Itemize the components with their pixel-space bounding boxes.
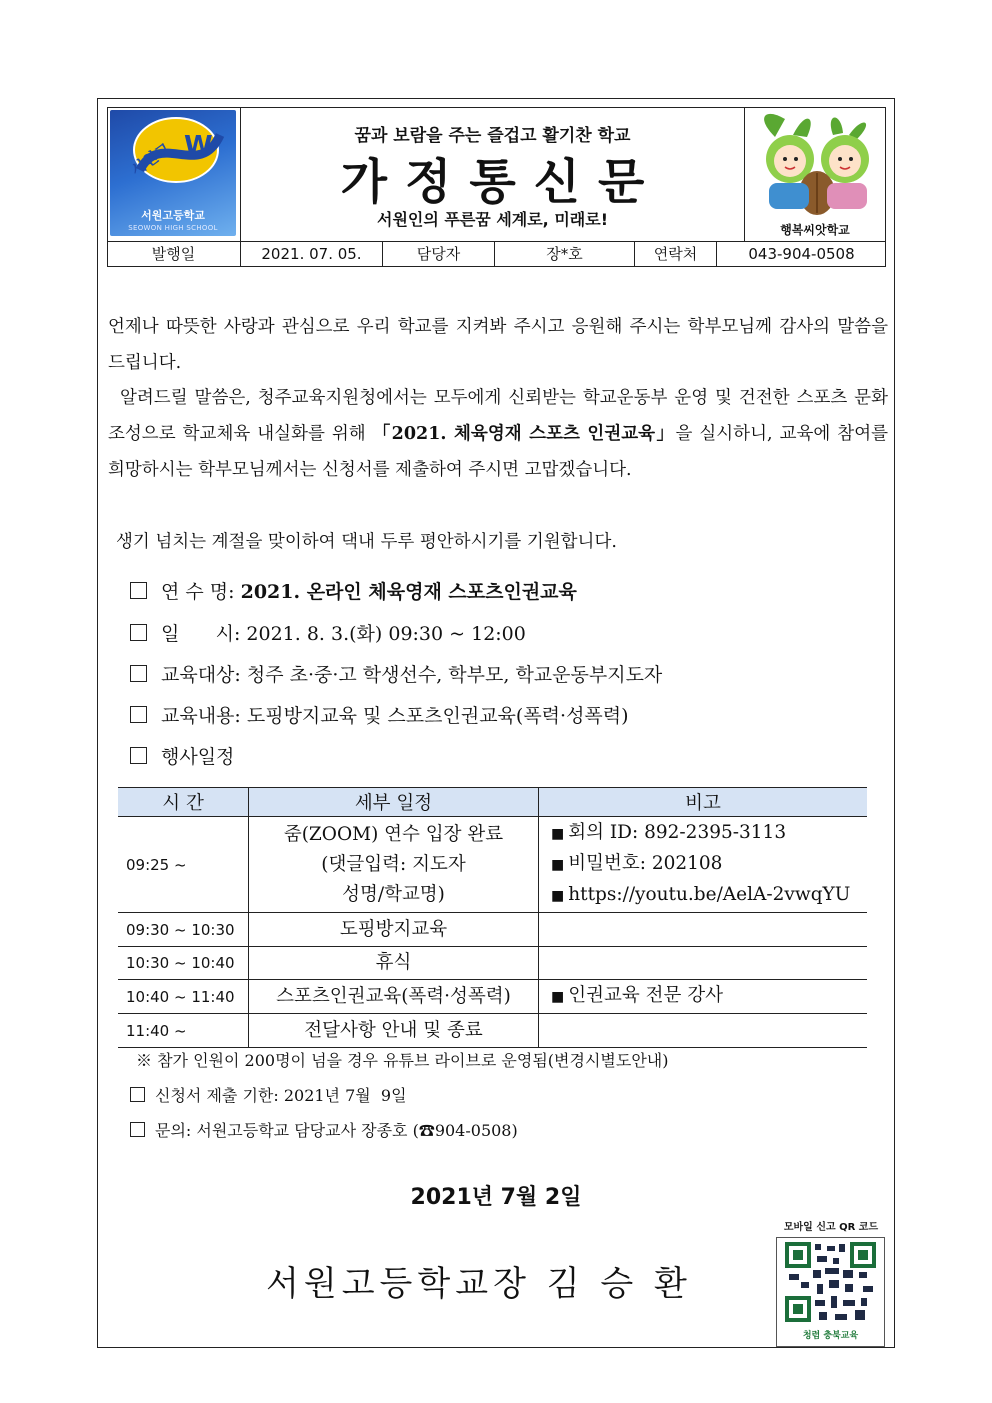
mascot-label: 행복씨앗학교 <box>780 223 850 237</box>
header-note: 비고 <box>539 788 868 817</box>
row-note <box>539 913 868 947</box>
table-row <box>118 1014 867 1048</box>
page-title: 가정통신문 <box>340 154 663 210</box>
row-detail: 전달사항 안내 및 종료 <box>249 1014 539 1048</box>
qr-code[interactable] <box>776 1237 885 1347</box>
principal-signature: 서원고등학교장 김 승 환 <box>266 1264 692 1304</box>
announcement-paragraph <box>108 380 888 488</box>
row-note <box>539 980 868 1014</box>
manager-label: 담당자 <box>383 242 495 266</box>
header-time: 시 간 <box>118 788 249 817</box>
item-label: 교육내용: <box>161 705 241 727</box>
school-logo-cell <box>107 107 241 241</box>
svg-text:W: W <box>184 131 213 161</box>
row-time: 09:25 ~ <box>118 817 249 913</box>
deadline-text: 신청서 제출 기한: 2021년 7월 9일 <box>155 1086 407 1105</box>
row-note <box>539 947 868 980</box>
row-detail: 도핑방지교육 <box>249 913 539 947</box>
table-row <box>118 817 867 913</box>
row-note <box>539 817 868 913</box>
square-bullet-icon: ■ <box>551 989 565 1005</box>
qr-label: 모바일 신고 QR 코드 <box>783 1222 879 1233</box>
row-time: 10:30 ~ 10:40 <box>118 947 249 980</box>
slogan: 꿈과 보람을 주는 즐겁고 활기찬 학교 <box>354 126 631 146</box>
item-schedule <box>130 741 234 773</box>
table-row <box>118 913 867 947</box>
contact-number: 043-904-0508 <box>748 245 855 263</box>
checkbox-icon <box>130 665 147 682</box>
item-value: 도핑방지교육 및 스포츠인권교육(폭력·성폭력) <box>246 705 629 727</box>
logo-emblem-text: 서원고 <box>127 139 174 180</box>
info-row <box>107 241 886 267</box>
mascot-image <box>745 107 885 219</box>
logo-school-name-en: SEOWON HIGH SCHOOL <box>128 224 218 232</box>
square-bullet-icon: ■ <box>551 857 565 873</box>
closing-paragraph: 생기 넘치는 계절을 맞이하여 댁내 두루 평안하시기를 기원합니다. <box>116 532 617 552</box>
table-row <box>118 980 867 1014</box>
item-label: 교육대상: <box>161 664 241 686</box>
row-detail: 휴식 <box>249 947 539 980</box>
item-label: 행사일정 <box>161 746 235 768</box>
square-bullet-icon: ■ <box>551 826 565 842</box>
checkbox-icon <box>130 582 147 599</box>
subtitle: 서원인의 푸른꿈 세계로, 미래로! <box>376 210 608 229</box>
note-item <box>551 849 866 880</box>
detail-line: (댓글입력: 지도자 <box>321 853 466 875</box>
row-time: 10:40 ~ 11:40 <box>118 980 249 1014</box>
row-detail: 스포츠인권교육(폭력·성폭력) <box>249 980 539 1014</box>
submission-deadline <box>130 1083 407 1106</box>
program-title: 「2021. 체육영재 스포츠 인권교육」 <box>372 424 676 444</box>
qr-code-icon <box>777 1238 884 1326</box>
checkbox-icon <box>130 1122 145 1137</box>
table-header-row <box>118 788 867 817</box>
issue-date-footer: 2021년 7월 2일 <box>410 1185 582 1210</box>
checkbox-icon <box>130 747 147 764</box>
inquiry <box>130 1118 518 1141</box>
logo-emblem-icon <box>110 110 236 210</box>
item-value: 2021. 8. 3.(화) 09:30 ~ 12:00 <box>246 623 526 645</box>
meeting-id: 회의 ID: 892-2395-3113 <box>568 822 787 843</box>
checkbox-icon <box>130 1087 145 1102</box>
item-label: 일 시: <box>161 623 241 645</box>
note-text: 인권교육 전문 강사 <box>568 985 723 1006</box>
mascot-cell <box>744 107 886 241</box>
item-datetime <box>130 618 526 650</box>
item-target <box>130 659 662 691</box>
announcement-text-b: 을 실시하니, 교육에 참여를 희망하시는 학부모님께서는 신청서를 제출하여 주시면 고맙겠습니다. <box>108 424 889 480</box>
announcement-text-a: 알려드릴 말씀은, 청주교육지원청에서는 모두에게 신뢰받는 학교운동부 운영 및 건전한 스포츠 문화 조성으로 학교체육 내실화를 위해 <box>108 388 888 444</box>
participant-notice: ※ 참가 인원이 200명이 넘을 경우 유튜브 라이브로 운영됨(변경시별도안내) <box>136 1051 669 1070</box>
row-time: 11:40 ~ <box>118 1014 249 1048</box>
row-time: 09:30 ~ 10:30 <box>118 913 249 947</box>
checkbox-icon <box>130 706 147 723</box>
item-label: 연 수 명: <box>161 581 235 603</box>
square-bullet-icon: ■ <box>551 888 565 904</box>
note-item <box>551 818 866 849</box>
manager: 장*호 <box>495 242 635 266</box>
checkbox-icon <box>130 624 147 641</box>
row-detail <box>249 817 539 913</box>
item-value: 2021. 온라인 체육영재 스포츠인권교육 <box>240 581 577 603</box>
header-detail: 세부 일정 <box>249 788 539 817</box>
item-content <box>130 700 629 732</box>
contact-label: 연락처 <box>635 242 717 266</box>
qr-footer: 청렴 충북교육 <box>802 1331 859 1341</box>
table-row <box>118 947 867 980</box>
issue-date: 2021. 07. 05. <box>241 242 383 266</box>
issue-date-label: 발행일 <box>107 242 241 266</box>
row-note <box>539 1014 868 1048</box>
title-cell <box>241 107 744 241</box>
youtube-link[interactable]: https://youtu.be/AelA-2vwqYU <box>568 884 851 905</box>
greeting-paragraph: 언제나 따뜻한 사랑과 관심으로 우리 학교를 지켜봐 주시고 응원해 주시는 학부모님께 감사의 말씀을 드립니다. <box>108 317 888 373</box>
item-value: 청주 초·중·고 학생선수, 학부모, 학교운동부지도자 <box>246 664 663 686</box>
detail-line: 성명/학교명) <box>342 883 445 905</box>
schedule-table <box>118 787 867 1048</box>
logo-school-name: 서원고등학교 <box>141 209 205 222</box>
note-item <box>551 880 866 911</box>
inquiry-text: 문의: 서원고등학교 담당교사 장종호 (☎904-0508) <box>155 1121 518 1140</box>
detail-line: 줌(ZOOM) 연수 입장 완료 <box>283 823 504 845</box>
item-course-name <box>130 576 577 608</box>
meeting-password: 비밀번호: 202108 <box>568 853 723 874</box>
